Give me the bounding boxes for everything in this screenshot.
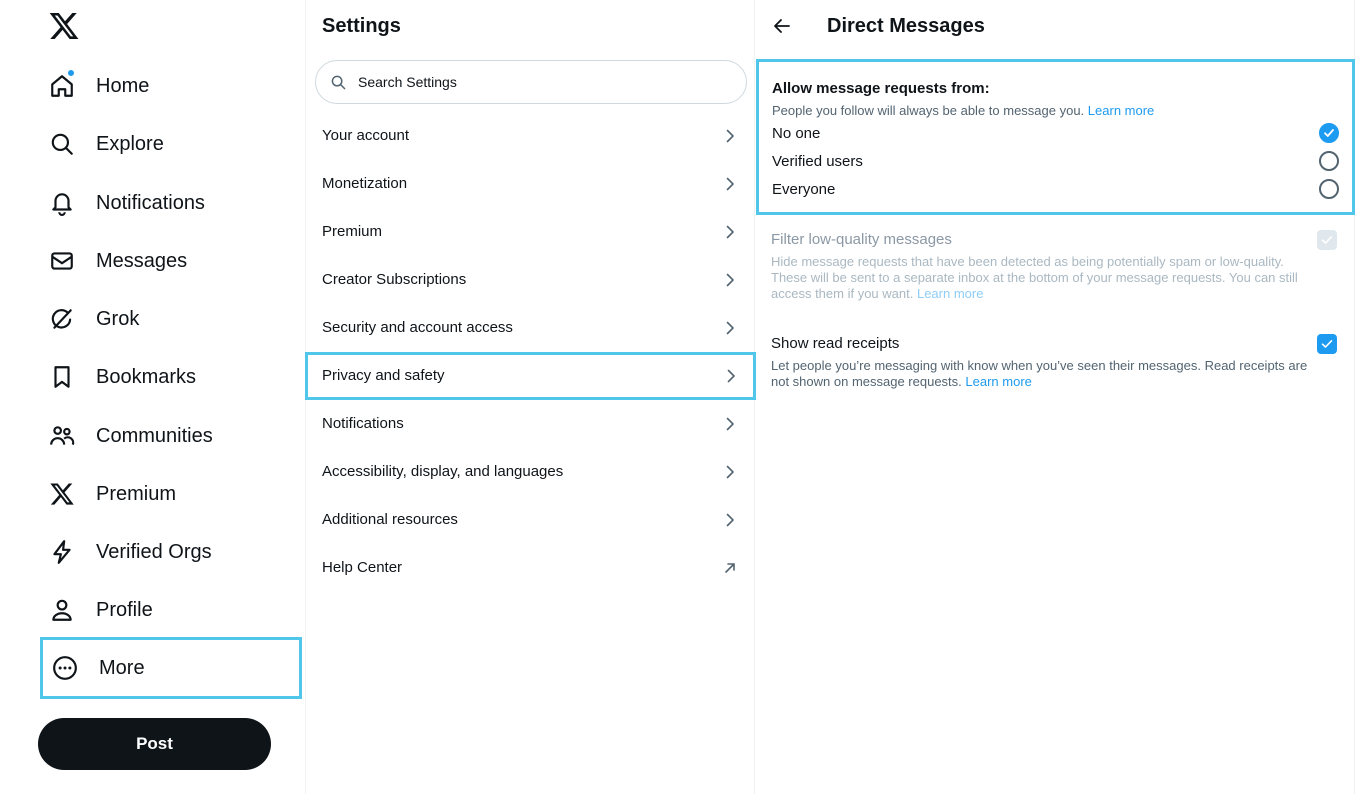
filter-description (771, 254, 1321, 302)
nav-label: Bookmarks (96, 366, 197, 388)
nav-label: Premium (96, 483, 177, 505)
chevron-right-icon (721, 511, 739, 529)
nav-notifications[interactable] (40, 174, 302, 232)
settings-item-label: Creator Subscriptions (322, 271, 467, 288)
settings-panel (305, 0, 755, 794)
nav-label: Home (96, 75, 150, 97)
direct-messages-panel (755, 0, 1355, 794)
settings-item-security[interactable] (306, 304, 755, 352)
page-title: Settings (322, 15, 401, 37)
radio-unselected-icon[interactable] (1319, 151, 1339, 171)
settings-item-label: Your account (322, 127, 410, 144)
filter-description-text: Hide message requests that have been detected as being potentially spam or low-quality. These will be sent to a separate inbox at the bottom of your message requests. You can still access them if you want. (771, 254, 1298, 301)
search-icon (49, 131, 75, 157)
learn-more-link[interactable]: Learn more (965, 374, 1032, 389)
settings-item-notifications[interactable] (306, 400, 755, 448)
grok-icon (49, 306, 75, 332)
settings-item-accessibility[interactable] (306, 448, 755, 496)
post-button[interactable]: Post (38, 718, 271, 770)
chevron-right-icon (721, 223, 739, 241)
settings-item-label: Accessibility, display, and languages (322, 463, 564, 480)
external-link-arrow-icon (721, 559, 739, 577)
settings-item-label: Additional resources (322, 511, 458, 528)
nav-label: Communities (96, 425, 213, 447)
person-icon (49, 597, 75, 623)
option-no-one[interactable] (772, 122, 1342, 146)
filter-low-quality-section (771, 230, 1339, 302)
settings-item-label: Help Center (322, 559, 403, 576)
nav-premium[interactable] (40, 465, 302, 523)
chevron-right-icon (721, 271, 739, 289)
primary-navigation (0, 0, 305, 794)
chevron-right-icon (721, 127, 739, 145)
communities-icon (49, 423, 75, 449)
back-arrow-icon[interactable] (772, 16, 792, 36)
settings-item-help-center[interactable] (306, 544, 755, 592)
settings-item-monetization[interactable] (306, 160, 755, 208)
message-requests-section (756, 59, 1355, 215)
read-receipts-checkbox[interactable] (1317, 334, 1337, 354)
filter-title: Filter low-quality messages (771, 231, 952, 248)
settings-item-label: Security and account access (322, 319, 513, 336)
message-requests-title: Allow message requests from: (772, 80, 990, 97)
chevron-right-icon (722, 367, 740, 385)
chevron-right-icon (721, 463, 739, 481)
nav-more[interactable] (40, 637, 302, 699)
bell-icon (49, 190, 75, 216)
option-verified-users[interactable] (772, 150, 1342, 174)
nav-messages[interactable] (40, 232, 302, 290)
learn-more-link[interactable]: Learn more (916, 286, 984, 301)
settings-item-privacy-and-safety[interactable] (305, 352, 756, 400)
lightning-icon (49, 539, 75, 565)
settings-item-your-account[interactable] (306, 112, 755, 160)
option-label: Verified users (772, 153, 863, 170)
settings-item-label: Monetization (322, 175, 408, 192)
settings-item-label: Premium (322, 223, 383, 240)
filter-checkbox[interactable] (1317, 230, 1337, 250)
nav-profile[interactable] (40, 581, 302, 639)
nav-label: Notifications (96, 192, 205, 214)
more-circle-icon (52, 655, 78, 681)
nav-label: Profile (96, 599, 153, 621)
nav-grok[interactable] (40, 290, 302, 348)
learn-more-link[interactable]: Learn more (1087, 103, 1155, 118)
option-everyone[interactable] (772, 178, 1342, 202)
dm-settings-title: Direct Messages (827, 15, 985, 37)
settings-item-additional-resources[interactable] (306, 496, 755, 544)
radio-selected-icon[interactable] (1319, 123, 1339, 143)
nav-label: Explore (96, 133, 164, 155)
option-label: No one (772, 125, 821, 142)
option-label: Everyone (772, 181, 836, 198)
x-logo-icon (49, 481, 75, 507)
nav-communities[interactable] (40, 407, 302, 465)
chevron-right-icon (721, 319, 739, 337)
nav-explore[interactable] (40, 115, 302, 173)
message-requests-subtitle-text: People you follow will always be able to message you. (772, 103, 1085, 118)
chevron-right-icon (721, 415, 739, 433)
read-receipts-description (771, 358, 1321, 390)
settings-item-label: Privacy and safety (322, 367, 445, 384)
settings-item-premium[interactable] (306, 208, 755, 256)
radio-unselected-icon[interactable] (1319, 179, 1339, 199)
settings-item-label: Notifications (322, 415, 404, 432)
read-receipts-section (771, 334, 1339, 390)
read-receipts-description-text: Let people you’re messaging with know when you’ve seen their messages. Read receipts are not shown on message requests. (771, 358, 1308, 389)
nav-verified-orgs[interactable] (40, 523, 302, 581)
read-receipts-title: Show read receipts (771, 335, 900, 352)
search-icon (331, 75, 346, 90)
nav-label: Grok (96, 308, 140, 330)
message-requests-subtitle (772, 103, 1154, 119)
chevron-right-icon (721, 175, 739, 193)
x-logo-icon[interactable] (48, 10, 80, 42)
envelope-icon (49, 248, 75, 274)
nav-label: More (99, 657, 145, 679)
settings-item-creator-subscriptions[interactable] (306, 256, 755, 304)
nav-home[interactable] (40, 57, 302, 115)
bookmark-icon (49, 364, 75, 390)
nav-label: Verified Orgs (96, 541, 212, 563)
nav-bookmarks[interactable] (40, 348, 302, 406)
nav-label: Messages (96, 250, 188, 272)
notification-dot (67, 69, 75, 77)
search-box[interactable] (315, 60, 747, 104)
search-input[interactable] (358, 61, 728, 103)
